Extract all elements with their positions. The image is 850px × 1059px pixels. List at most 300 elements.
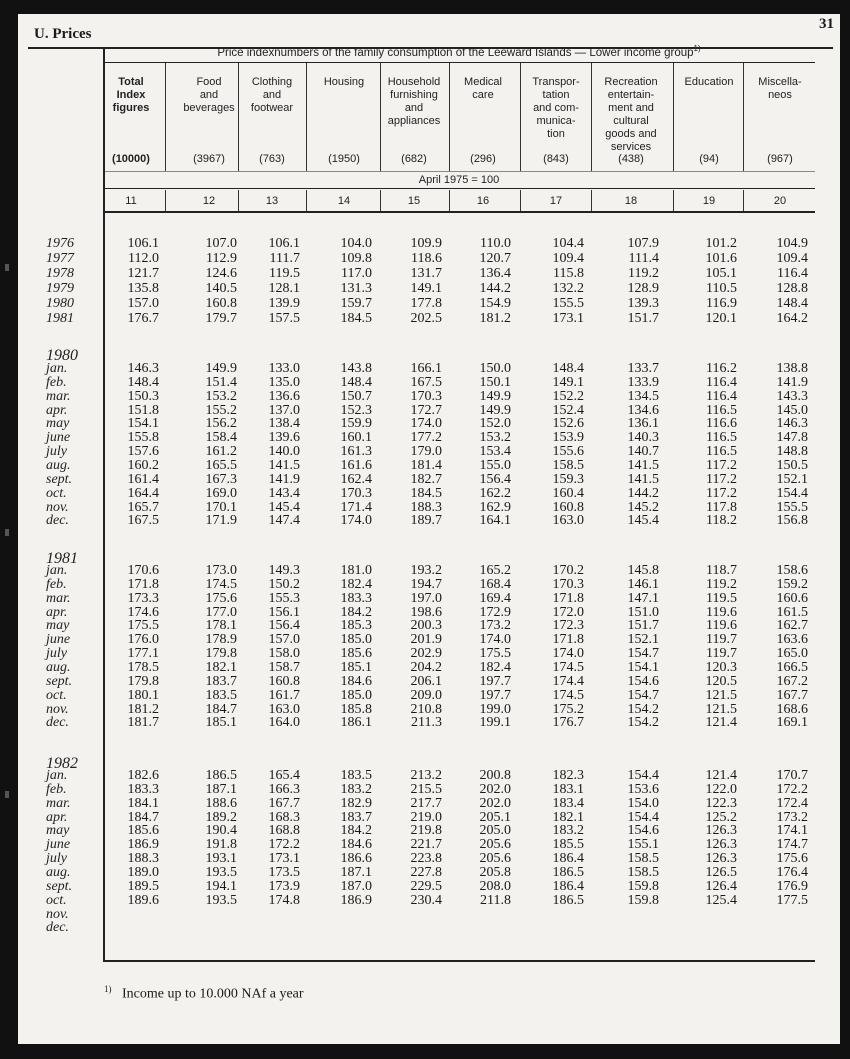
- column-divider: [165, 63, 166, 171]
- row-label: feb.: [46, 576, 67, 592]
- table-row: [18, 894, 840, 908]
- table-cell: 145.2: [627, 499, 659, 515]
- table-cell: 122.3: [705, 795, 737, 811]
- table-cell: 164.1: [479, 513, 511, 529]
- table-cell: 174.0: [479, 632, 511, 648]
- table-cell: 177.1: [127, 646, 159, 662]
- table-cell: 125.4: [705, 892, 737, 908]
- table-cell: 205.0: [479, 823, 511, 839]
- table-cell: 185.0: [340, 632, 372, 648]
- table-cell: 201.9: [410, 632, 442, 648]
- table-row: [18, 769, 840, 783]
- table-cell: 162.2: [479, 485, 511, 501]
- table-cell: 110.5: [706, 280, 737, 296]
- table-cell: 160.2: [127, 457, 159, 473]
- table-cell: 116.9: [706, 295, 737, 311]
- column-divider: [165, 190, 166, 211]
- table-cell: 183.5: [205, 687, 237, 703]
- table-cell: 171.8: [127, 576, 159, 592]
- table-cell: 119.6: [706, 618, 737, 634]
- table-cell: 134.6: [627, 402, 659, 418]
- table-cell: 145.0: [776, 402, 808, 418]
- table-cell: 213.2: [410, 768, 442, 783]
- table-cell: 156.4: [268, 618, 300, 634]
- table-cell: 175.6: [776, 851, 808, 867]
- table-cell: 126.4: [705, 878, 737, 894]
- table-row: [18, 797, 840, 811]
- table-cell: 170.3: [552, 576, 584, 592]
- row-label: oct.: [46, 892, 67, 908]
- table-cell: 163.0: [552, 513, 584, 529]
- table-cell: 116.2: [706, 361, 737, 376]
- table-cell: 133.7: [627, 361, 659, 376]
- row-label: 1980: [46, 295, 74, 311]
- row-label: dec.: [46, 920, 69, 936]
- table-cell: 141.5: [268, 457, 300, 473]
- column-divider: [306, 190, 307, 211]
- table-cell: 124.6: [205, 265, 237, 281]
- table-cell: 117.2: [706, 485, 737, 501]
- table-cell: 173.0: [205, 563, 237, 578]
- table-cell: 172.2: [776, 781, 808, 797]
- table-cell: 202.0: [479, 795, 511, 811]
- table-row: [18, 783, 840, 797]
- table-row: [18, 312, 840, 326]
- table-cell: 133.9: [627, 374, 659, 390]
- table-cell: 182.4: [340, 576, 372, 592]
- footnote-mark: 1): [104, 984, 112, 994]
- table-cell: 155.0: [479, 457, 511, 473]
- table-cell: 183.7: [205, 673, 237, 689]
- table-cell: 150.7: [340, 388, 372, 404]
- row-label: aug.: [46, 457, 71, 473]
- table-cell: 167.7: [776, 687, 808, 703]
- table-cell: 188.3: [127, 851, 159, 867]
- table-cell: 157.6: [127, 444, 159, 460]
- table-cell: 166.1: [410, 361, 442, 376]
- table-cell: 162.9: [479, 499, 511, 515]
- table-cell: 177.5: [776, 892, 808, 908]
- column-weight: (438): [618, 153, 644, 165]
- table-cell: 165.4: [268, 768, 300, 783]
- table-cell: 215.5: [410, 781, 442, 797]
- table-cell: 174.6: [127, 604, 159, 620]
- table-cell: 197.7: [479, 687, 511, 703]
- table-cell: 156.2: [205, 416, 237, 432]
- table-cell: 160.8: [268, 673, 300, 689]
- table-cell: 150.2: [268, 576, 300, 592]
- column-number: 20: [773, 195, 787, 207]
- table-cell: 167.2: [776, 673, 808, 689]
- column-divider: [673, 63, 674, 171]
- table-cell: 165.2: [479, 563, 511, 578]
- table-cell: 171.8: [552, 590, 584, 606]
- table-cell: 169.4: [479, 590, 511, 606]
- column-number: 17: [549, 195, 563, 207]
- table-cell: 167.5: [127, 513, 159, 529]
- table-row: [18, 689, 840, 703]
- table-row: [18, 661, 840, 675]
- table-cell: 107.9: [627, 236, 659, 251]
- table-cell: 170.6: [127, 563, 159, 578]
- column-number: 16: [476, 195, 490, 207]
- table-cell: 155.6: [552, 444, 584, 460]
- row-label: apr.: [46, 809, 68, 825]
- table-cell: 172.7: [410, 402, 442, 418]
- table-cell: 155.1: [627, 837, 659, 853]
- table-cell: 147.1: [627, 590, 659, 606]
- table-cell: 101.2: [705, 236, 737, 251]
- table-cell: 119.7: [706, 646, 737, 662]
- table-cell: 155.5: [552, 295, 584, 311]
- table-cell: 151.4: [205, 374, 237, 390]
- table-cell: 128.1: [268, 280, 300, 296]
- table-row: [18, 237, 840, 251]
- table-cell: 104.0: [340, 236, 372, 251]
- table-cell: 116.4: [706, 388, 737, 404]
- table-cell: 175.5: [127, 618, 159, 634]
- section-year: 1981: [46, 550, 78, 567]
- table-cell: 164.2: [776, 310, 808, 326]
- column-header: Recreation entertain- ment and cultural goods and services: [604, 76, 658, 153]
- table-cell: 189.2: [205, 809, 237, 825]
- table-cell: 112.0: [128, 250, 159, 266]
- table-cell: 202.5: [410, 310, 442, 326]
- column-weight: (682): [401, 153, 427, 165]
- table-cell: 185.3: [340, 618, 372, 634]
- table-cell: 179.7: [205, 310, 237, 326]
- table-cell: 183.2: [552, 823, 584, 839]
- table-cell: 139.9: [268, 295, 300, 311]
- table-cell: 153.2: [205, 388, 237, 404]
- table-cell: 184.2: [340, 604, 372, 620]
- column-divider: [238, 190, 239, 211]
- table-cell: 182.3: [552, 768, 584, 783]
- table-cell: 170.7: [776, 768, 808, 783]
- table-cell: 149.9: [205, 361, 237, 376]
- table-cell: 131.7: [410, 265, 442, 281]
- table-cell: 173.1: [268, 851, 300, 867]
- table-cell: 136.4: [479, 265, 511, 281]
- table-cell: 145.4: [627, 513, 659, 529]
- table-cell: 202.0: [479, 781, 511, 797]
- table-row: [18, 592, 840, 606]
- table-cell: 227.8: [410, 864, 442, 880]
- table-cell: 185.1: [205, 715, 237, 731]
- table-cell: 149.1: [552, 374, 584, 390]
- table-cell: 172.9: [479, 604, 511, 620]
- table-cell: 189.0: [127, 864, 159, 880]
- table-cell: 178.9: [205, 632, 237, 648]
- table-cell: 132.2: [552, 280, 584, 296]
- table-cell: 131.3: [340, 280, 372, 296]
- table-cell: 117.8: [706, 499, 737, 515]
- table-row: [18, 390, 840, 404]
- table-cell: 116.6: [706, 416, 737, 432]
- table-cell: 200.3: [410, 618, 442, 634]
- table-cell: 223.8: [410, 851, 442, 867]
- table-cell: 183.5: [340, 768, 372, 783]
- footnote-mark: 1): [693, 44, 701, 53]
- table-cell: 158.7: [268, 659, 300, 675]
- table-cell: 182.1: [205, 659, 237, 675]
- table-cell: 121.7: [127, 265, 159, 281]
- table-cell: 172.3: [552, 618, 584, 634]
- table-cell: 141.9: [776, 374, 808, 390]
- table-cell: 191.8: [205, 837, 237, 853]
- row-label: june: [46, 430, 71, 446]
- column-number-rule: [103, 211, 815, 213]
- table-cell: 121.4: [705, 715, 737, 731]
- table-cell: 186.5: [205, 768, 237, 783]
- column-divider: [449, 190, 450, 211]
- table-cell: 185.5: [552, 837, 584, 853]
- table-cell: 193.2: [410, 563, 442, 578]
- table-row: [18, 362, 840, 376]
- table-row: [18, 716, 840, 730]
- table-cell: 186.5: [552, 864, 584, 880]
- row-label: 1981: [46, 310, 74, 326]
- table-cell: 116.5: [706, 402, 737, 418]
- table-cell: 109.9: [410, 236, 442, 251]
- table-row: [18, 514, 840, 528]
- table-cell: 110.0: [480, 236, 511, 251]
- binding-mark: [5, 264, 9, 271]
- table-cell: 174.5: [205, 576, 237, 592]
- column-divider: [520, 63, 521, 171]
- table-cell: 140.3: [627, 430, 659, 446]
- column-header: Miscella- neos: [758, 76, 802, 101]
- table-cell: 116.5: [706, 444, 737, 460]
- table-cell: 152.0: [479, 416, 511, 432]
- table-row: [18, 459, 840, 473]
- table-cell: 184.2: [340, 823, 372, 839]
- column-header: Food and beverages: [183, 76, 235, 114]
- table-cell: 160.8: [205, 295, 237, 311]
- table-cell: 174.0: [410, 416, 442, 432]
- column-weight: (1950): [328, 153, 360, 165]
- table-cell: 155.2: [205, 402, 237, 418]
- table-cell: 160.1: [340, 430, 372, 446]
- table-cell: 166.5: [776, 659, 808, 675]
- table-cell: 177.0: [205, 604, 237, 620]
- table-row: [18, 487, 840, 501]
- table-cell: 174.5: [552, 687, 584, 703]
- table-cell: 169.1: [776, 715, 808, 731]
- row-label: jan.: [46, 563, 68, 578]
- table-cell: 160.8: [552, 499, 584, 515]
- table-cell: 163.6: [776, 632, 808, 648]
- table-cell: 221.7: [410, 837, 442, 853]
- table-cell: 150.1: [479, 374, 511, 390]
- table-cell: 167.3: [205, 471, 237, 487]
- table-cell: 169.0: [205, 485, 237, 501]
- table-cell: 153.4: [479, 444, 511, 460]
- table-cell: 211.8: [480, 892, 511, 908]
- table-cell: 161.2: [205, 444, 237, 460]
- row-label: 1978: [46, 265, 74, 281]
- table-cell: 105.1: [705, 265, 737, 281]
- table-row: [18, 267, 840, 281]
- table-cell: 217.7: [410, 795, 442, 811]
- table-cell: 122.0: [705, 781, 737, 797]
- table-row: [18, 852, 840, 866]
- table-cell: 185.6: [127, 823, 159, 839]
- table-cell: 145.4: [268, 499, 300, 515]
- table-cell: 182.1: [552, 809, 584, 825]
- table-cell: 144.2: [479, 280, 511, 296]
- weight-rule: [103, 171, 815, 172]
- table-cell: 172.4: [776, 795, 808, 811]
- column-header: Education: [684, 76, 734, 88]
- table-cell: 111.4: [628, 250, 659, 266]
- table-cell: 193.1: [205, 851, 237, 867]
- column-weight: (763): [259, 153, 285, 165]
- table-cell: 149.1: [410, 280, 442, 296]
- table-cell: 168.8: [268, 823, 300, 839]
- row-label: nov.: [46, 906, 69, 922]
- row-label: may: [46, 618, 70, 634]
- section-title: U. Prices: [34, 26, 92, 42]
- table-cell: 104.4: [552, 236, 584, 251]
- row-label: apr.: [46, 402, 68, 418]
- table-cell: 152.2: [552, 388, 584, 404]
- table-cell: 208.0: [479, 878, 511, 894]
- row-label: may: [46, 823, 70, 839]
- table-row: [18, 564, 840, 578]
- table-cell: 164.0: [268, 715, 300, 731]
- column-divider: [520, 190, 521, 211]
- table-cell: 174.7: [776, 837, 808, 853]
- table-cell: 116.5: [706, 430, 737, 446]
- column-header: Transpor- tation and com- munica- tion: [532, 76, 580, 140]
- row-label: sept.: [46, 673, 73, 689]
- table-cell: 120.7: [479, 250, 511, 266]
- row-label: oct.: [46, 687, 67, 703]
- table-cell: 119.5: [706, 590, 737, 606]
- table-cell: 106.1: [268, 236, 300, 251]
- table-cell: 154.7: [627, 687, 659, 703]
- table-cell: 152.3: [340, 402, 372, 418]
- section-year: 1980: [46, 347, 78, 364]
- table-cell: 153.9: [552, 430, 584, 446]
- table-cell: 109.4: [552, 250, 584, 266]
- table-cell: 189.6: [127, 892, 159, 908]
- table-cell: 168.6: [776, 701, 808, 717]
- table-cell: 128.8: [776, 280, 808, 296]
- table-cell: 174.1: [776, 823, 808, 839]
- table-cell: 172.2: [268, 837, 300, 853]
- table-cell: 165.0: [776, 646, 808, 662]
- table-cell: 188.6: [205, 795, 237, 811]
- table-cell: 111.7: [269, 250, 300, 266]
- column-weight: (10000): [112, 153, 150, 165]
- row-label: june: [46, 632, 71, 648]
- table-cell: 187.1: [205, 781, 237, 797]
- binding-mark: [5, 791, 9, 798]
- table-cell: 179.8: [205, 646, 237, 662]
- table-cell: 186.4: [552, 851, 584, 867]
- table-cell: 173.2: [776, 809, 808, 825]
- table-cell: 206.1: [410, 673, 442, 689]
- table-cell: 173.3: [127, 590, 159, 606]
- table-cell: 182.4: [479, 659, 511, 675]
- table-cell: 181.2: [479, 310, 511, 326]
- table-cell: 140.7: [627, 444, 659, 460]
- row-label: feb.: [46, 781, 67, 797]
- table-cell: 161.6: [340, 457, 372, 473]
- table-cell: 183.3: [340, 590, 372, 606]
- table-cell: 185.1: [340, 659, 372, 675]
- table-title: [103, 44, 815, 59]
- binding-mark: [5, 529, 9, 536]
- table-cell: 202.9: [410, 646, 442, 662]
- table-cell: 143.8: [340, 361, 372, 376]
- table-cell: 205.8: [479, 864, 511, 880]
- table-cell: 117.0: [341, 265, 372, 281]
- table-cell: 186.9: [340, 892, 372, 908]
- table-cell: 146.3: [776, 416, 808, 432]
- table-cell: 158.5: [627, 864, 659, 880]
- table-cell: 151.8: [127, 402, 159, 418]
- table-cell: 156.4: [479, 471, 511, 487]
- row-label: aug.: [46, 864, 71, 880]
- table-cell: 154.9: [479, 295, 511, 311]
- row-label: mar.: [46, 388, 71, 404]
- column-weight: (296): [470, 153, 496, 165]
- table-cell: 168.4: [479, 576, 511, 592]
- column-divider: [673, 190, 674, 211]
- bottom-rule: [103, 960, 815, 962]
- table-row: [18, 252, 840, 266]
- table-cell: 118.2: [706, 513, 737, 529]
- table-cell: 210.8: [410, 701, 442, 717]
- row-label: 1977: [46, 250, 74, 266]
- table-cell: 165.5: [205, 457, 237, 473]
- table-cell: 172.0: [552, 604, 584, 620]
- table-cell: 158.4: [205, 430, 237, 446]
- row-label: mar.: [46, 590, 71, 606]
- table-cell: 154.6: [627, 823, 659, 839]
- table-cell: 165.7: [127, 499, 159, 515]
- table-cell: 186.9: [127, 837, 159, 853]
- table-cell: 163.0: [268, 701, 300, 717]
- table-cell: 125.2: [705, 809, 737, 825]
- table-cell: 176.9: [776, 878, 808, 894]
- table-cell: 152.4: [552, 402, 584, 418]
- table-cell: 171.8: [552, 632, 584, 648]
- column-header: Household furnishing and appliances: [387, 76, 441, 127]
- column-number: 15: [407, 195, 421, 207]
- table-cell: 181.7: [127, 715, 159, 731]
- column-number: 19: [702, 195, 716, 207]
- table-cell: 170.2: [552, 563, 584, 578]
- table-cell: 187.1: [340, 864, 372, 880]
- column-weight: (843): [543, 153, 569, 165]
- table-cell: 138.4: [268, 416, 300, 432]
- row-label: 1979: [46, 280, 74, 296]
- table-cell: 219.0: [410, 809, 442, 825]
- table-cell: 173.5: [268, 864, 300, 880]
- row-label: july: [46, 851, 67, 867]
- column-divider: [380, 63, 381, 171]
- table-cell: 150.3: [127, 388, 159, 404]
- row-label: feb.: [46, 374, 67, 390]
- table-cell: 174.0: [340, 513, 372, 529]
- table-row: [18, 282, 840, 296]
- table-cell: 173.9: [268, 878, 300, 894]
- table-cell: 184.1: [127, 795, 159, 811]
